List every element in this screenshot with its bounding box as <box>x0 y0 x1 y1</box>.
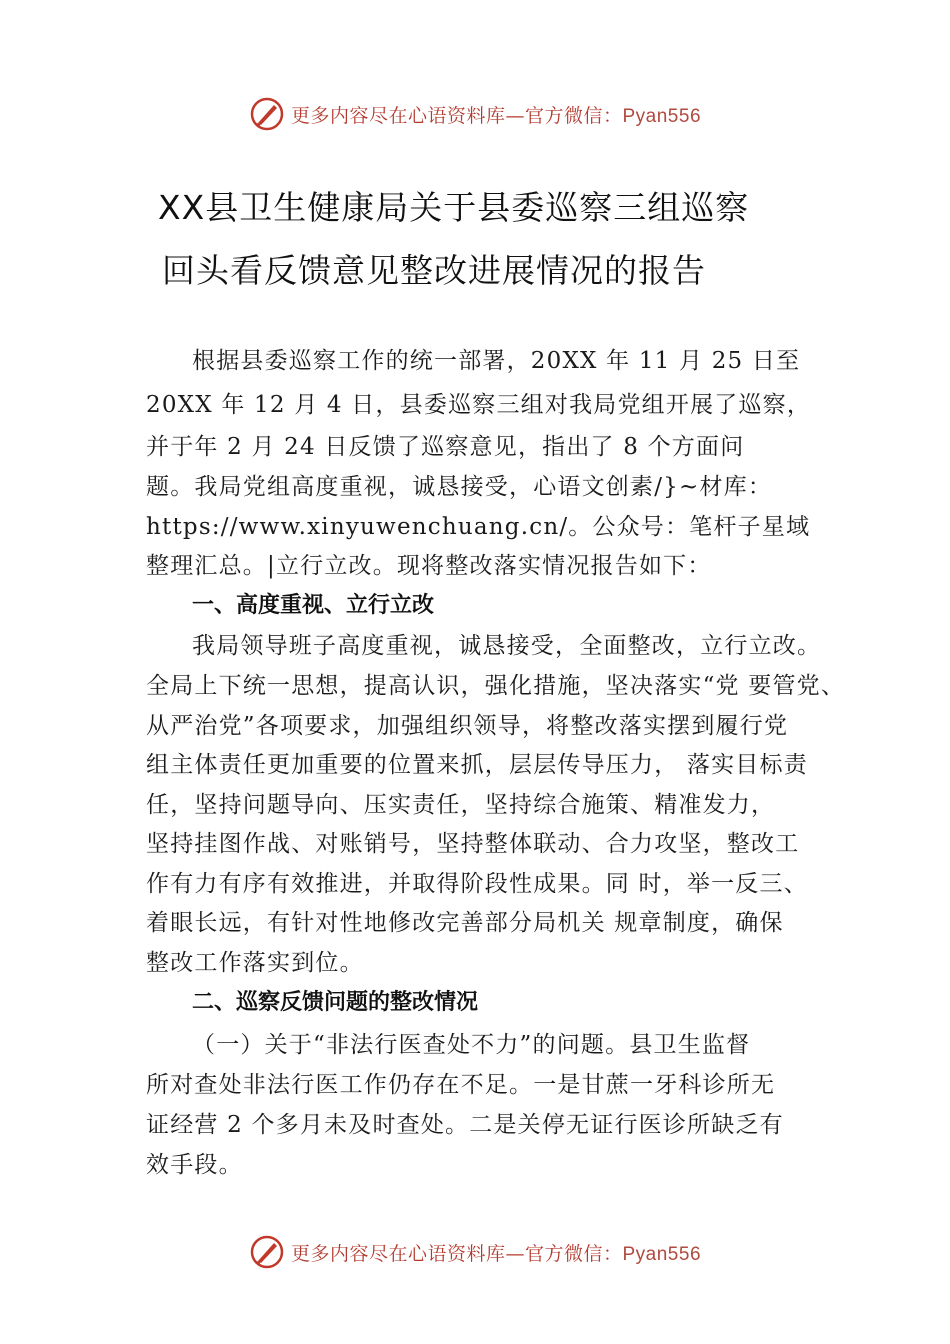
paragraph-line: 效手段。 <box>146 1152 243 1178</box>
paragraph-line: 从严治党”各项要求，加强组织领导，将整改落实摆到履行党 <box>146 713 789 739</box>
paragraph-line: https://www.xinyuwenchuang.cn/。公众号：笔杆子星域 <box>146 514 811 540</box>
document-title-line-2: 回头看反馈意见整改进展情况的报告 <box>162 251 706 290</box>
banner-wechat-id: Pyan556 <box>622 105 702 127</box>
paragraph-line: 并于年 2 月 24 日反馈了巡察意见，指出了 8 个方面问 <box>146 434 745 460</box>
paragraph-line: 组主体责任更加重要的位置来抓，层层传导压力， 落实目标责 <box>146 752 808 778</box>
paragraph-line: 我局领导班子高度重视，诚恳接受，全面整改，立行立改。 <box>192 633 822 659</box>
banner-text-cn: 更多内容尽在心语资料库—官方微信： <box>290 104 623 127</box>
paragraph-line: 根据县委巡察工作的统一部署，20XX 年 11 月 25 日至 <box>192 348 801 374</box>
paragraph-line: 所对查处非法行医工作仍存在不足。一是甘蔗一牙科诊所无 <box>146 1072 776 1098</box>
paragraph-line: 作有力有序有效推进，并取得阶段性成果。同 时，举一反三、 <box>146 871 808 897</box>
banner-text-cn: 更多内容尽在心语资料库—官方微信： <box>290 1242 623 1265</box>
paragraph-line: 整改工作落实到位。 <box>146 950 364 976</box>
banner-text <box>291 1239 701 1266</box>
paragraph-line: 题。我局党组高度重视，诚恳接受，心语文创素/}~材库： <box>146 474 773 500</box>
paragraph-line: 20XX 年 12 月 4 日，县委巡察三组对我局党组开展了巡察， <box>146 392 812 418</box>
paragraph-line: 任，坚持问题导向、压实责任，坚持综合施策、精准发力， <box>146 792 776 818</box>
quill-logo-icon <box>249 96 285 132</box>
paragraph-line: 证经营 2 个多月未及时查处。二是关停无证行医诊所缺乏有 <box>146 1112 784 1138</box>
paragraph-line: 整理汇总。|立行立改。现将整改落实情况报告如下： <box>146 553 712 579</box>
paragraph-line: 坚持挂图作战、对账销号，坚持整体联动、合力攻坚，整改工 <box>146 831 800 857</box>
header-banner <box>0 94 950 134</box>
banner-wechat-id: Pyan556 <box>622 1243 702 1265</box>
quill-logo-icon <box>249 1234 285 1270</box>
document-title-line-1: XX县卫生健康局关于县委巡察三组巡察 <box>158 188 750 227</box>
banner-text <box>291 101 701 128</box>
paragraph-line: 全局上下统一思想，提高认识，强化措施，坚决落实“党 要管党、 <box>146 673 846 699</box>
section-heading-2: 二、巡察反馈问题的整改情况 <box>192 990 479 1015</box>
section-heading-1: 一、高度重视、立行立改 <box>192 593 435 618</box>
footer-banner <box>0 1232 950 1272</box>
paragraph-line: 着眼长远，有针对性地修改完善部分局机关 规章制度，确保 <box>146 910 784 936</box>
paragraph-line: （一）关于“非法行医查处不力”的问题。县卫生监督 <box>192 1032 751 1058</box>
